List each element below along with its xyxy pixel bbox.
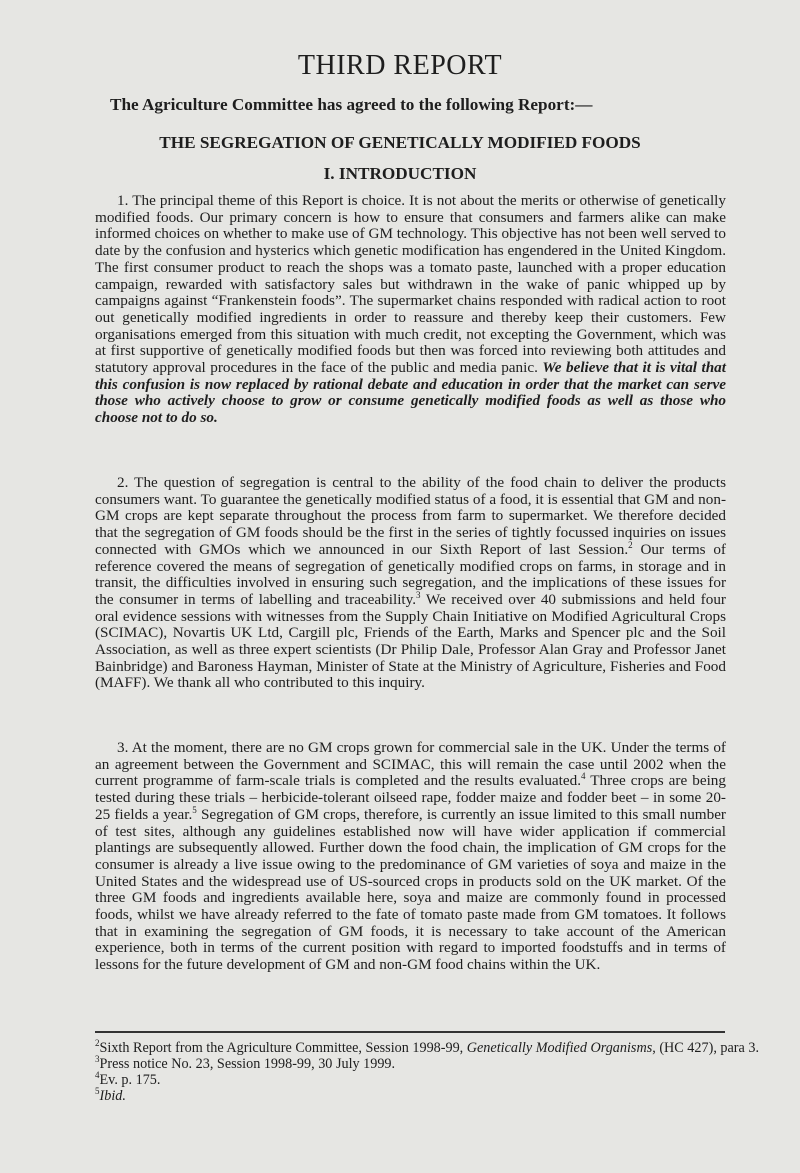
footnote-number: 3 — [95, 1054, 100, 1064]
paragraph-3 — [95, 740, 726, 974]
report-subject: THE SEGREGATION OF GENETICALLY MODIFIED FOODS — [159, 133, 641, 152]
footnote-text: Ev. p. 175. — [99, 1072, 161, 1088]
footnote-divider — [95, 1031, 725, 1033]
paragraph-text: Our terms of reference covered the means of segregation of genetically modified crops on farms, in storage and in transit, the difficulties involved in ensuring such segregation, and the implications of these issues for the consumer in terms of labelling and traceability. — [95, 540, 726, 608]
footnote — [95, 1056, 735, 1072]
footnote — [95, 1088, 735, 1104]
footnote-number: 2 — [95, 1038, 100, 1048]
paragraph-text: Three crops are being tested during these trials – herbicide-tolerant oilseed rape, fodder maize and fodder beet – in some 20-25 fields a year. — [95, 772, 726, 823]
footnote-number: 5 — [95, 1086, 100, 1096]
footnote-text: Sixth Report from the Agriculture Committee, Session 1998-99, — [99, 1040, 467, 1056]
footnote-italic: Genetically Modified Organisms — [466, 1040, 653, 1056]
footnote-text: , (HC 427), para 3. — [652, 1040, 760, 1056]
footnote — [95, 1072, 735, 1088]
footnote-ref: 3 — [416, 589, 421, 600]
paragraph-number: 2. — [117, 474, 129, 491]
paragraph-text: The question of segregation is central to the ability of the food chain to deliver the products consumers want. To guarantee the genetically modified status of a food, it is essential that GM and non-GM crops are kept separate throughout the process from farm to supermarket. We therefore decided that the segregation of GM foods should be the first in the series of tightly focussed inquiries on issues connected with GMOs which we announced in our Sixth Report of last Session. — [95, 474, 726, 558]
paragraph-number: 1. — [117, 192, 129, 209]
footnote-italic: Ibid. — [99, 1088, 126, 1104]
footnote-ref: 5 — [192, 804, 197, 815]
footnote-ref: 2 — [628, 539, 633, 550]
paragraph-emphasis: We believe that it is vital that this confusion is now replaced by rational debate and education in order that the market can serve those who actively choose to grow or consume genetically modified foods as well as those who choose not to do so. — [95, 359, 726, 427]
paragraph-number: 3. — [117, 739, 129, 756]
paragraph-1 — [95, 193, 726, 427]
paragraph-2 — [95, 475, 726, 692]
footnote-ref: 4 — [581, 771, 586, 782]
footnote-text: Press notice No. 23, Session 1998-99, 30 July 1999. — [99, 1056, 396, 1072]
report-title: THIRD REPORT — [297, 50, 503, 81]
paragraph-text: We received over 40 submissions and held four oral evidence sessions with witnesses from the Supply Chain Initiative on Modified Agricultural Crops (SCIMAC), Novartis UK Ltd, Cargill plc, Friends of the Earth, Marks and Spencer plc and the Soil Association, as well as three expert scientists (Dr Philip Dale, Professor Alan Gray and Professor Janet Bainbridge) and Baroness Hayman, Minister of State at the Ministry of Agriculture, Fisheries and Food (MAFF). We thank all who contributed to this inquiry. — [95, 590, 726, 692]
section-heading: I. INTRODUCTION — [323, 164, 477, 183]
paragraph-text: Segregation of GM crops, therefore, is currently an issue limited to this small number of test sites, although any guidelines established now will have wider application if commercial plantings are subsequently allowed. Further down the food chain, the implication of GM crops for the consumer is already a live issue owing to the predominance of GM varieties of soya and maize in the United States and the widespread use of US-sourced crops in products sold on the UK market. Of the three GM foods and ingredients available here, soya and maize are commonly found in processed foods, whilst we have already referred to the fate of tomato paste made from GM tomatoes. It follows that in examining the segregation of GM foods, it is necessary to take account of the American experience, both in terms of the current position with regard to imported foodstuffs and in terms of lessons for the future development of GM and non-GM food chains within the UK. — [95, 805, 726, 974]
paragraph-text: At the moment, there are no GM crops grown for commercial sale in the UK. Under the terms of an agreement between the Government and SCIMAC, this will remain the case until 2002 when the current programme of farm-scale trials is completed and the results evaluated. — [95, 739, 726, 790]
footnote-number: 4 — [95, 1070, 100, 1080]
paragraph-text: The principal theme of this Report is choice. It is not about the merits or otherwise of genetically modified foods. Our primary concern is how to ensure that consumers and farmers alike can make informed choices on whether to make use of GM technology. This objective has not been well served to date by the confusion and hysterics which genetic modification has engendered in the United Kingdom. The first consumer product to reach the shops was a tomato paste, launched with a proper education campaign, rewarded with satisfactory sales but withdrawn in the wake of panic whipped up by campaigns against “Frankenstein foods”. The supermarket chains responded with radical action to root out genetically modified ingredients in order to reassure and thereby keep their customers. Few organisations emerged from this situation with much credit, not excepting the Government, which was at first supportive of genetically modified foods but then was forced into reviewing both attitudes and statutory approval procedures in the face of the public and media panic. — [95, 192, 726, 377]
committee-intro: The Agriculture Committee has agreed to the following Report:— — [110, 95, 593, 114]
footnote — [95, 1038, 760, 1056]
footnotes — [95, 1038, 760, 1104]
